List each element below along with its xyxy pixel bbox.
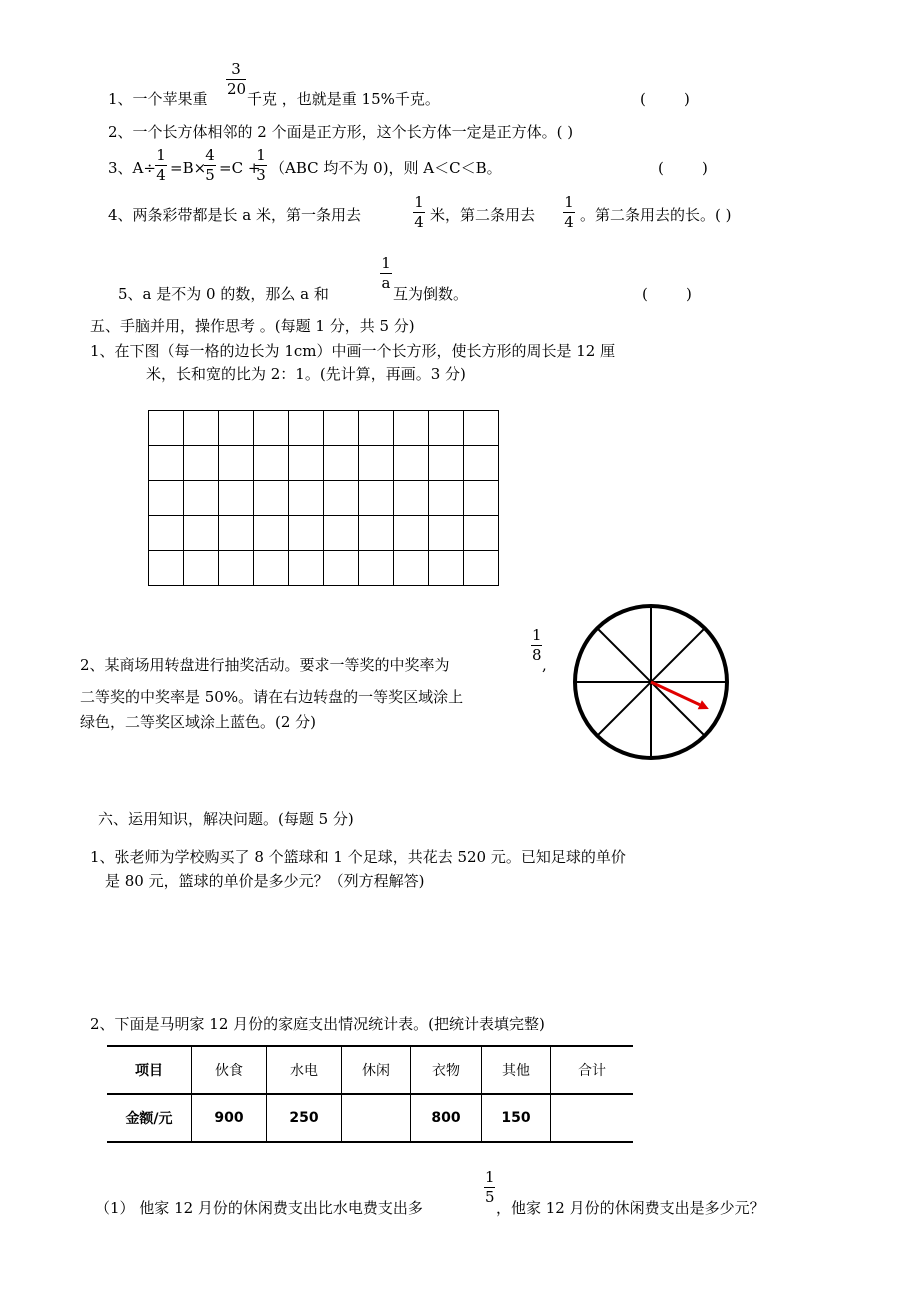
header-utilities: 水电 [267, 1046, 342, 1094]
grid-cell[interactable] [254, 411, 289, 446]
header-total: 合计 [551, 1046, 634, 1094]
section5-title: 五、手脑并用，操作思考 。(每题 1 分，共 5 分) [90, 317, 415, 335]
grid-cell[interactable] [219, 481, 254, 516]
grid-cell[interactable] [429, 446, 464, 481]
q5-frac-num: 1 [381, 254, 391, 272]
grid-cell[interactable] [289, 411, 324, 446]
section5-q2-fraction [531, 628, 542, 663]
q5-text-post: 互为倒数。 [393, 285, 469, 303]
cell-leisure-blank[interactable] [342, 1094, 411, 1142]
section5-q1-line1: 1、在下图（每一格的边长为 1cm）中画一个长方形，使长方形的周长是 12 厘 [90, 342, 616, 360]
grid-cell[interactable] [394, 411, 429, 446]
header-item: 项目 [107, 1046, 192, 1094]
q3-answer-blank[interactable]: ( ) [658, 159, 708, 177]
q3-f2-den: 5 [205, 166, 215, 184]
q5-frac-den: a [381, 274, 391, 292]
q3-f1-den: 4 [156, 166, 166, 184]
section5-q1-line2: 米，长和宽的比为 2：1。(先计算，再画。3 分) [146, 365, 466, 383]
q4-text-pre: 4、两条彩带都是长 a 米，第一条用去 [108, 206, 362, 224]
grid-cell[interactable] [184, 516, 219, 551]
q5-fraction [380, 256, 392, 291]
grid-cell[interactable] [254, 446, 289, 481]
grid-cell[interactable] [219, 411, 254, 446]
grid-cell[interactable] [429, 516, 464, 551]
grid-cell[interactable] [324, 516, 359, 551]
grid-cell[interactable] [324, 551, 359, 586]
header-leisure: 休闲 [342, 1046, 411, 1094]
sub1-text-post: ，他家 12 月份的休闲费支出是多少元？ [496, 1199, 765, 1217]
q1-text-pre: 1、一个苹果重 [108, 90, 208, 108]
grid-row [149, 516, 499, 551]
q5-answer-blank[interactable]: ( ) [642, 285, 692, 303]
grid-cell[interactable] [219, 551, 254, 586]
grid-cell[interactable] [149, 446, 184, 481]
q4-text-mid: 米，第二条用去 [430, 206, 536, 224]
grid-cell[interactable] [359, 411, 394, 446]
grid-cell[interactable] [359, 481, 394, 516]
judge-q2: 2、一个长方体相邻的 2 个面是正方形，这个长方体一定是正方体。( ) [108, 123, 574, 141]
expense-table-header-row [107, 1046, 633, 1094]
grid-cell[interactable] [149, 516, 184, 551]
grid-cell[interactable] [464, 516, 499, 551]
grid-cell[interactable] [324, 481, 359, 516]
grid-cell[interactable] [149, 551, 184, 586]
q2-frac-den: 8 [532, 646, 542, 664]
grid-cell[interactable] [394, 551, 429, 586]
q3-f2-num: 4 [205, 146, 215, 164]
q3-text-post: （ABC 均不为 0)，则 A＜C＜B。 [270, 159, 502, 177]
grid-row [149, 446, 499, 481]
q4-f1-den: 4 [414, 213, 424, 231]
expense-table [107, 1045, 633, 1143]
grid-cell[interactable] [219, 446, 254, 481]
q4-fraction-2 [563, 195, 575, 230]
grid-cell[interactable] [254, 481, 289, 516]
drawing-grid[interactable] [148, 410, 499, 586]
grid-cell[interactable] [289, 481, 324, 516]
grid-cell[interactable] [464, 481, 499, 516]
cell-clothing: 800 [411, 1094, 482, 1142]
q4-text-post: 。第二条用去的长。( ) [580, 206, 732, 224]
section6-q1-line1: 1、张老师为学校购买了 8 个篮球和 1 个足球，共花去 520 元。已知足球的单价 [90, 848, 626, 866]
q3-fraction-2 [204, 148, 216, 183]
row-label-amount: 金额/元 [107, 1094, 192, 1142]
grid-cell[interactable] [464, 411, 499, 446]
q4-fraction-1 [413, 195, 425, 230]
q3-f3-den: 3 [256, 166, 266, 184]
grid-cell[interactable] [324, 446, 359, 481]
cell-other: 150 [482, 1094, 551, 1142]
grid-cell[interactable] [359, 446, 394, 481]
q4-f2-den: 4 [564, 213, 574, 231]
sub1-frac-num: 1 [485, 1168, 495, 1186]
q4-f1-num: 1 [414, 193, 424, 211]
grid-row [149, 411, 499, 446]
expense-table-amount-row [107, 1094, 633, 1142]
grid-cell[interactable] [394, 516, 429, 551]
grid-cell[interactable] [184, 551, 219, 586]
cell-utilities: 250 [267, 1094, 342, 1142]
q1-frac-den: 20 [227, 80, 247, 98]
section6-q1-line2: 是 80 元，篮球的单价是多少元？（列方程解答) [105, 872, 425, 890]
cell-total-blank[interactable] [551, 1094, 634, 1142]
sub1-fraction [484, 1170, 495, 1205]
q3-fraction-3 [255, 148, 267, 183]
grid-cell[interactable] [149, 481, 184, 516]
grid-cell[interactable] [289, 516, 324, 551]
section5-q2-line3: 绿色，二等奖区域涂上蓝色。(2 分) [80, 713, 317, 731]
grid-row [149, 481, 499, 516]
header-other: 其他 [482, 1046, 551, 1094]
q3-text-mid1: =B× [170, 159, 207, 177]
q1-text-post: 千克 ，也就是重 15%千克。 [247, 90, 440, 108]
header-clothing: 衣物 [411, 1046, 482, 1094]
section5-q2-line2: 二等奖的中奖率是 50%。请在右边转盘的一等奖区域涂上 [80, 688, 464, 706]
grid-cell[interactable] [289, 551, 324, 586]
grid-cell[interactable] [219, 516, 254, 551]
grid-cell[interactable] [324, 411, 359, 446]
q4-f2-num: 1 [564, 193, 574, 211]
q3-fraction-1 [155, 148, 167, 183]
q3-text-pre: 3、A÷ [108, 159, 156, 177]
grid-cell[interactable] [359, 516, 394, 551]
section5-q2-line1: 2、某商场用转盘进行抽奖活动。要求一等奖的中奖率为 [80, 656, 450, 674]
grid-cell[interactable] [184, 446, 219, 481]
grid-row [149, 551, 499, 586]
grid-cell[interactable] [254, 516, 289, 551]
section6-q2-title: 2、下面是马明家 12 月份的家庭支出情况统计表。(把统计表填完整) [90, 1015, 545, 1033]
wheel-pointer-arrow [651, 682, 700, 705]
grid-cell[interactable] [429, 411, 464, 446]
grid-cell[interactable] [359, 551, 394, 586]
q2-frac-num: 1 [532, 626, 542, 644]
grid-cell[interactable] [464, 446, 499, 481]
grid-cell[interactable] [254, 551, 289, 586]
q1-fraction [226, 62, 246, 97]
q5-text-pre: 5、a 是不为 0 的数，那么 a 和 [118, 285, 329, 303]
sub1-frac-den: 5 [485, 1188, 495, 1206]
prize-wheel[interactable] [570, 600, 734, 764]
cell-food: 900 [192, 1094, 267, 1142]
grid-cell[interactable] [429, 481, 464, 516]
section5-q2-comma: , [542, 656, 547, 674]
q3-text-mid2: =C + [219, 159, 261, 177]
grid-cell[interactable] [184, 411, 219, 446]
grid-cell[interactable] [394, 446, 429, 481]
q1-frac-num: 3 [231, 60, 241, 78]
grid-cell[interactable] [184, 481, 219, 516]
q1-answer-blank[interactable]: ( ) [640, 90, 690, 108]
q3-f3-num: 1 [256, 146, 266, 164]
grid-cell[interactable] [429, 551, 464, 586]
header-food: 伙食 [192, 1046, 267, 1094]
grid-cell[interactable] [289, 446, 324, 481]
grid-cell[interactable] [149, 411, 184, 446]
q3-f1-num: 1 [156, 146, 166, 164]
sub1-text-pre: （1） 他家 12 月份的休闲费支出比水电费支出多 [95, 1199, 423, 1217]
grid-cell[interactable] [464, 551, 499, 586]
section6-title: 六、运用知识，解决问题。(每题 5 分) [98, 810, 354, 828]
grid-cell[interactable] [394, 481, 429, 516]
